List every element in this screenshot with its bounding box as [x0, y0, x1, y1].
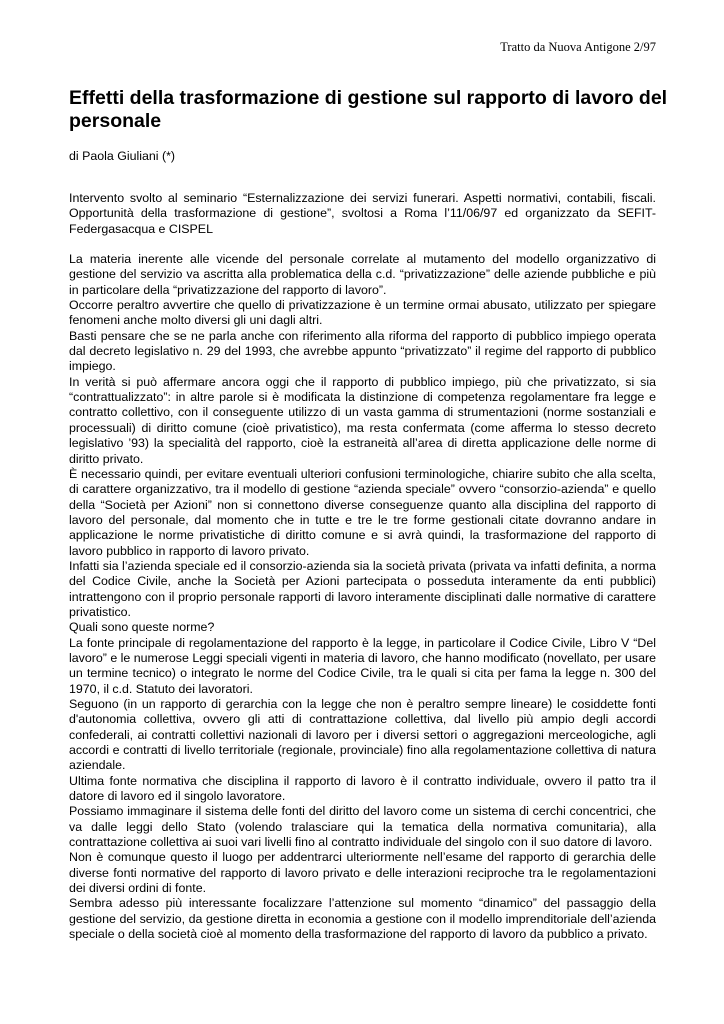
author-line: di Paola Giuliani (*): [69, 149, 176, 163]
paragraph: Seguono (in un rapporto di gerarchia con la legge che non è peraltro sempre lineare) le cosiddette fonti d'autonomia collettiva, ovvero gli atti di contrattazione collettiva, dal livello più ampio degli accordi confederali, ai contratti collettivi nazionali di lavoro per i diversi settori o aggregazioni merceologiche, agli accordi e contratti di livello territoriale (regionale, provinciale) fino alla regolamentazione collettiva di natura aziendale.: [69, 697, 656, 773]
document-body: [69, 191, 656, 943]
paragraph: In verità si può affermare ancora oggi che il rapporto di pubblico impiego, più che privatizzato, si sia “contrattualizzato”: in altre parole si è modificata la distinzione di competenza regolamentare fra legge e contratto collettivo, con il conseguente utilizzo di un vasta gamma di strumentazioni (norme sostanziali e processuali) di diritto comune (cioè privatistico), ma resta confermata (come afferma lo stesso decreto legislativo ’93) la specialità del rapporto, cioè la estraneità all’area di diretta applicazione delle norme di diritto privato.: [69, 374, 656, 466]
source-note: Tratto da Nuova Antigone 2/97: [500, 40, 656, 54]
paragraph: È necessario quindi, per evitare eventuali ulteriori confusioni terminologiche, chiarire subito che alla scelta, di carattere organizzativo, tra il modello di gestione “azienda speciale” ovvero “consorzio-azienda” e quello della “Società per Azioni” non si connettono diverse conseguenze quanto alla disciplina del rapporto di lavoro del personale, dal momento che in tutte e tre le tre forme gestionali citate dovranno andare in applicazione le norme privatistiche di diritto comune e si avrà quindi, la trasformazione del rapporto di lavoro pubblico in rapporto di lavoro privato.: [69, 466, 656, 558]
paragraph: Quali sono queste norme?: [69, 620, 215, 635]
paragraph: Occorre peraltro avvertire che quello di privatizzazione è un termine ormai abusato, utilizzato per spiegare fenomeni anche molto diversi gli uni dagli altri.: [69, 298, 656, 328]
paragraph: Basti pensare che se ne parla anche con riferimento alla riforma del rapporto di pubblico impiego operata dal decreto legislativo n. 29 del 1993, che avrebbe appunto “privatizzato” il regime del rapporto di pubblico impiego.: [69, 328, 656, 374]
paragraph: Possiamo immaginare il sistema delle fonti del diritto del lavoro come un sistema di cerchi concentrici, che va dalle leggi dello Stato (volendo tralasciare qui la tematica della normativa comunitaria), alla contrattazione collettiva ai suoi vari livelli fino al contratto individuale del singolo con il suo datore di lavoro.: [69, 804, 656, 850]
paragraph: La fonte principale di regolamentazione del rapporto è la legge, in particolare il Codice Civile, Libro V “Del lavoro” e le numerose Leggi speciali vigenti in materia di lavoro, che hanno modificato (novellato, per usare un termine tecnico) o integrato le norme del Codice Civile, tra le quali si cita per fama la legge n. 300 del 1970, il c.d. Statuto dei lavoratori.: [69, 635, 656, 696]
document-title: Effetti della trasformazione di gestione sul rapporto di lavoro del personale: [69, 87, 668, 132]
paragraph: La materia inerente alle vicende del personale correlate al mutamento del modello organizzativo di gestione del servizio va ascritta alla problematica della c.d. “privatizzazione” delle aziende pubbliche e più in particolare della “privatizzazione del rapporto di lavoro”.: [69, 252, 656, 297]
paragraph: Infatti sia l’azienda speciale ed il consorzio-azienda sia la società privata (privata va infatti definita, a norma del Codice Civile, anche la Società per Azioni partecipata o posseduta interamente da enti pubblici) intrattengono con il proprio personale rapporti di lavoro interamente disciplinati dalle normative di carattere privatistico.: [69, 558, 656, 619]
paragraph: Sembra adesso più interessante focalizzare l’attenzione sul momento “dinamico” del passaggio della gestione del servizio, da gestione diretta in economia a gestione con il modello imprenditoriale dell’azienda speciale o della società cioè al momento della trasformazione del rapporto di lavoro da pubblico a privato.: [69, 896, 656, 942]
paragraph: Non è comunque questo il luogo per addentrarci ulteriormente nell’esame del rapporto di gerarchia delle diverse fonti normative del rapporto di lavoro privato e delle interazioni reciproche tra le regolamentazioni dei diversi ordini di fonte.: [69, 850, 656, 896]
intro-paragraph: Intervento svolto al seminario “Esternalizzazione dei servizi funerari. Aspetti normativi, contabili, fiscali. Opportunità della trasformazione di gestione”, svoltosi a Roma l’11/06/97 ed organizzato da SEFIT-Federgasacqua e CISPEL: [69, 191, 656, 236]
paragraph: Ultima fonte normativa che disciplina il rapporto di lavoro è il contratto individuale, ovvero il patto tra il datore di lavoro ed il singolo lavoratore.: [69, 773, 656, 804]
